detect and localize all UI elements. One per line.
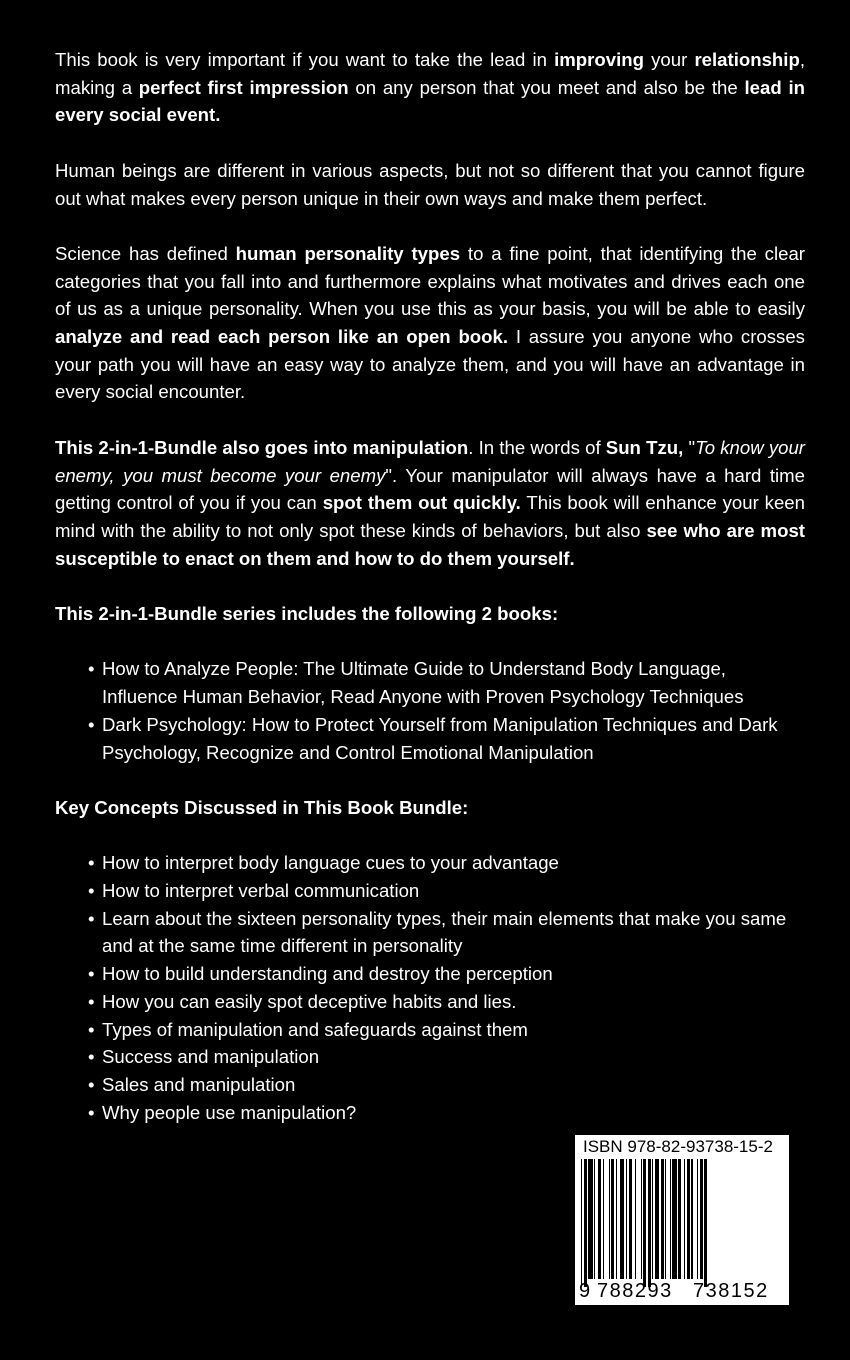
text-run: To know your enemy, you must become your enemy (55, 436, 805, 486)
bullet-icon: • (88, 1073, 95, 1095)
concept-item (88, 877, 805, 905)
concept-item (88, 849, 805, 877)
barcode-bar (687, 1159, 690, 1279)
concept-item-text: How to interpret body language cues to your advantage (102, 852, 559, 874)
text-run: improving (554, 49, 644, 70)
barcode-bar (700, 1159, 703, 1279)
book-item (88, 655, 805, 710)
barcode-bar (616, 1159, 617, 1279)
bullet-icon: • (88, 963, 95, 985)
barcode-bar (652, 1159, 653, 1279)
text-run: " (683, 436, 696, 458)
barcode-bar (697, 1159, 698, 1279)
text-run: on any person that you meet and also be the (348, 76, 745, 98)
barcode-bar (691, 1159, 692, 1279)
isbn-barcode (575, 1135, 789, 1305)
bullet-icon: • (88, 658, 95, 680)
text-run: to a fine point, that identifying the clear categories that you fall into and furthermore explains what motivates and drives each one of us as a unique personality. When you use this as your basis, you will be able to easily (55, 242, 805, 320)
barcode-digits-group1: 788293 (597, 1280, 673, 1302)
barcode-bar (672, 1159, 676, 1279)
text-run: I assure you anyone who crosses your path you will have an easy way to analyze them, and you will have an advantage in every social encounter. (55, 326, 805, 403)
description-paragraphs (55, 46, 805, 572)
barcode-digit-first: 9 (579, 1280, 591, 1302)
barcode-bar (643, 1159, 646, 1287)
book-item (88, 711, 805, 766)
concept-item (88, 1099, 805, 1127)
concept-item-text: Types of manipulation and safeguards against them (102, 1018, 528, 1040)
isbn-label: ISBN 978-82-93738-15-2 (583, 1137, 773, 1156)
text-run: ". Your manipulator will always have a hard time getting control of you if you can (55, 464, 805, 514)
bullet-icon: • (88, 1018, 95, 1040)
bullet-icon: • (88, 852, 95, 874)
text-run: Human beings are different in various aspects, but not so different that you cannot figure out what makes every person unique in their own ways and make them perfect. (55, 159, 805, 209)
barcode-bar (620, 1159, 624, 1279)
text-run: see who are most susceptible to enact on them and how to do them yourself. (55, 519, 805, 569)
concepts-list (88, 849, 805, 1126)
text-run: This book will enhance your keen mind with the ability to not only spot these kinds of behaviors, but also (55, 492, 805, 541)
barcode-bar (598, 1159, 601, 1279)
description-paragraph (55, 157, 805, 212)
barcode-bar (641, 1159, 642, 1279)
description-paragraph (55, 434, 805, 573)
text-run: . In the words of (468, 436, 606, 458)
bullet-icon: • (88, 1101, 95, 1123)
text-run: relationship (694, 49, 800, 70)
text-run: Science has defined (55, 242, 236, 264)
barcode-bar (584, 1159, 587, 1287)
text-run: human personality types (235, 242, 461, 264)
concept-item-text: How to build understanding and destroy the perception (102, 963, 553, 985)
barcode-bar (704, 1159, 707, 1287)
concept-item (88, 905, 805, 960)
barcode-bars (581, 1159, 781, 1279)
back-cover-text (55, 46, 805, 1126)
text-run: analyze and read each person like an open book. (55, 326, 509, 347)
barcode-bar (665, 1159, 666, 1279)
barcode-bar (684, 1159, 685, 1279)
text-run: Sun Tzu, (605, 436, 684, 458)
barcode-bar (588, 1159, 592, 1279)
concepts-heading: Key Concepts Discussed in This Book Bundle: (55, 796, 469, 818)
series-heading: This 2-in-1-Bundle series includes the following 2 books: (55, 603, 559, 624)
barcode-bar (581, 1159, 582, 1287)
bullet-icon: • (88, 990, 95, 1012)
concept-item-text: Learn about the sixteen personality types, their main elements that make you same and at the same time different in personality (102, 907, 787, 957)
barcode-bar (603, 1159, 604, 1279)
barcode-bar (609, 1159, 610, 1279)
barcode-bar (678, 1159, 681, 1279)
concept-item (88, 1071, 805, 1099)
concept-item-text: Why people use manipulation? (102, 1101, 357, 1123)
barcode-bar (594, 1159, 595, 1279)
books-list (88, 655, 805, 766)
text-run: This book is very important if you want to take the lead in (55, 49, 555, 70)
barcode-bar (661, 1159, 664, 1279)
barcode-bar (626, 1159, 627, 1279)
concept-item-text: Success and manipulation (102, 1046, 320, 1068)
text-run: perfect first impression (138, 76, 349, 98)
barcode-bar (635, 1159, 636, 1279)
concept-item (88, 1043, 805, 1071)
concept-item-text: How to interpret verbal communication (102, 879, 420, 901)
concept-item-text: How you can easily spot deceptive habits and lies. (102, 990, 517, 1012)
text-run: , making a (55, 49, 805, 98)
text-run: your (643, 49, 695, 70)
bullet-icon: • (88, 879, 95, 901)
barcode-bar (629, 1159, 632, 1279)
text-run: This 2-in-1-Bundle also goes into manipulation (55, 436, 469, 458)
barcode-bar (655, 1159, 659, 1279)
text-run: spot them out quickly. (322, 492, 521, 514)
description-paragraph (55, 46, 805, 129)
concept-item-text: Sales and manipulation (102, 1073, 296, 1095)
book-item-text: Dark Psychology: How to Protect Yourself from Manipulation Techniques and Dark Psychology, Recognize and Control Emotional Manipulation (102, 713, 778, 763)
text-run: lead in every social event. (55, 76, 805, 126)
description-paragraph (55, 240, 805, 406)
book-item-text: How to Analyze People: The Ultimate Guide to Understand Body Language, Influence Human Behavior, Read Anyone with Proven Psychology Techniques (102, 658, 744, 708)
bullet-icon: • (88, 713, 95, 735)
barcode-bar (648, 1159, 651, 1287)
concept-item (88, 988, 805, 1016)
barcode-bar (670, 1159, 671, 1279)
barcode-bar (611, 1159, 614, 1279)
barcode-digits-group2: 738152 (693, 1280, 769, 1302)
barcode-digits (575, 1279, 789, 1303)
concept-item (88, 1016, 805, 1044)
bullet-icon: • (88, 907, 95, 929)
bullet-icon: • (88, 1046, 95, 1068)
concept-item (88, 960, 805, 988)
